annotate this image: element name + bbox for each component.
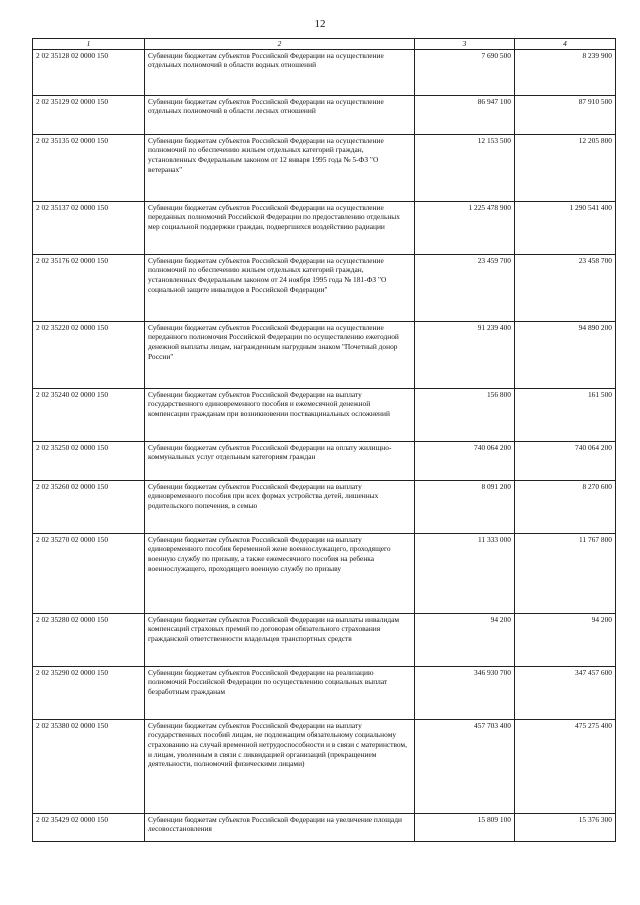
revenue-description: Субвенции бюджетам субъектов Российской Федерации на осуществление отдельных полномочий в области лесных отношений	[145, 95, 415, 134]
header-row	[33, 39, 616, 50]
amount-year-2: 740 064 200	[515, 441, 616, 480]
amount-year-1: 91 239 400	[415, 321, 515, 388]
table-row	[33, 533, 616, 613]
table-row	[33, 201, 616, 254]
classification-code: 2 02 35270 02 0000 150	[33, 533, 145, 613]
table-row	[33, 134, 616, 201]
amount-year-2: 8 270 600	[515, 480, 616, 533]
amount-year-1: 12 153 500	[415, 134, 515, 201]
column-header-3: 3	[415, 39, 515, 50]
classification-code: 2 02 35280 02 0000 150	[33, 613, 145, 666]
table-row	[33, 95, 616, 134]
revenue-description: Субвенции бюджетам субъектов Российской Федерации на реализацию полномочий Российской Федерации по осуществлению социальных выплат безработным гражданам	[145, 666, 415, 719]
amount-year-2: 94 890 200	[515, 321, 616, 388]
amount-year-2: 8 239 900	[515, 49, 616, 95]
amount-year-1: 94 200	[415, 613, 515, 666]
amount-year-1: 457 703 400	[415, 719, 515, 813]
table-row	[33, 813, 616, 841]
classification-code: 2 02 35260 02 0000 150	[33, 480, 145, 533]
table-row	[33, 613, 616, 666]
table-row	[33, 321, 616, 388]
amount-year-2: 161 500	[515, 388, 616, 441]
amount-year-1: 1 225 478 900	[415, 201, 515, 254]
amount-year-1: 7 690 500	[415, 49, 515, 95]
classification-code: 2 02 35135 02 0000 150	[33, 134, 145, 201]
table-row	[33, 441, 616, 480]
revenue-description: Субвенции бюджетам субъектов Российской Федерации на выплату единовременного пособия при всех формах устройства детей, лишенных родительского попечения, в семью	[145, 480, 415, 533]
revenue-description: Субвенции бюджетам субъектов Российской Федерации на выплату государственных пособий лицам, не подлежащим обязательному социальному страхованию на случай временной нетрудоспособности и в связи с материнством, и лицам, уволенным в связи с ликвидацией организаций (прекращением деятельности, полномочий физическими лицами)	[145, 719, 415, 813]
revenue-description: Субвенции бюджетам субъектов Российской Федерации на увеличение площади лесовосстановления	[145, 813, 415, 841]
amount-year-2: 94 200	[515, 613, 616, 666]
column-header-2: 2	[145, 39, 415, 50]
revenue-description: Субвенции бюджетам субъектов Российской Федерации на осуществление переданного полномочия Российской Федерации по осуществлению ежегодной денежной выплаты лицам, награжденным нагрудным знаком "Почетный донор России"	[145, 321, 415, 388]
amount-year-1: 740 064 200	[415, 441, 515, 480]
page-number: 12	[314, 18, 326, 30]
budget-table	[32, 38, 616, 842]
amount-year-2: 87 910 500	[515, 95, 616, 134]
amount-year-1: 8 091 200	[415, 480, 515, 533]
amount-year-1: 86 947 100	[415, 95, 515, 134]
revenue-description: Субвенции бюджетам субъектов Российской Федерации на оплату жилищно-коммунальных услуг отдельным категориям граждан	[145, 441, 415, 480]
table-row	[33, 49, 616, 95]
amount-year-2: 11 767 800	[515, 533, 616, 613]
classification-code: 2 02 35429 02 0000 150	[33, 813, 145, 841]
amount-year-2: 1 290 541 400	[515, 201, 616, 254]
table-row	[33, 480, 616, 533]
amount-year-1: 346 930 700	[415, 666, 515, 719]
column-header-4: 4	[515, 39, 616, 50]
amount-year-1: 11 333 000	[415, 533, 515, 613]
revenue-description: Субвенции бюджетам субъектов Российской Федерации на осуществление отдельных полномочий в области водных отношений	[145, 49, 415, 95]
revenue-description: Субвенции бюджетам субъектов Российской Федерации на выплату единовременного пособия беременной жене военнослужащего, проходящего военную службу по призыву, а также ежемесячного пособия на ребенка военнослужащего, проходящего военную службу по призыву	[145, 533, 415, 613]
revenue-description: Субвенции бюджетам субъектов Российской Федерации на выплаты инвалидам компенсаций страховых премий по договорам обязательного страхования гражданской ответственности владельцев транспортных средств	[145, 613, 415, 666]
revenue-description: Субвенции бюджетам субъектов Российской Федерации на выплату государственного единовременного пособия и ежемесячной денежной компенсации гражданам при возникновении поствакцинальных осложнений	[145, 388, 415, 441]
revenue-description: Субвенции бюджетам субъектов Российской Федерации на осуществление полномочий по обеспечению жильем отдельных категорий граждан, установленных Федеральным законом от 12 января 1995 года № 5-ФЗ "О ветеранах"	[145, 134, 415, 201]
classification-code: 2 02 35128 02 0000 150	[33, 49, 145, 95]
amount-year-2: 475 275 400	[515, 719, 616, 813]
amount-year-2: 347 457 600	[515, 666, 616, 719]
classification-code: 2 02 35240 02 0000 150	[33, 388, 145, 441]
table-row	[33, 388, 616, 441]
column-header-1: 1	[33, 39, 145, 50]
amount-year-1: 156 800	[415, 388, 515, 441]
amount-year-1: 23 459 700	[415, 254, 515, 321]
classification-code: 2 02 35250 02 0000 150	[33, 441, 145, 480]
amount-year-1: 15 809 100	[415, 813, 515, 841]
table-row	[33, 719, 616, 813]
classification-code: 2 02 35176 02 0000 150	[33, 254, 145, 321]
classification-code: 2 02 35129 02 0000 150	[33, 95, 145, 134]
classification-code: 2 02 35137 02 0000 150	[33, 201, 145, 254]
amount-year-2: 12 205 800	[515, 134, 616, 201]
classification-code: 2 02 35380 02 0000 150	[33, 719, 145, 813]
revenue-description: Субвенции бюджетам субъектов Российской Федерации на осуществление полномочий по обеспечению жильем отдельных категорий граждан, установленных Федеральным законом от 24 ноября 1995 года № 181-ФЗ "О социальной защите инвалидов в Российской Федерации"	[145, 254, 415, 321]
classification-code: 2 02 35290 02 0000 150	[33, 666, 145, 719]
amount-year-2: 15 376 300	[515, 813, 616, 841]
revenue-description: Субвенции бюджетам субъектов Российской Федерации на осуществление переданных полномочий Российской Федерации по предоставлению отдельных мер социальной поддержки граждан, подвергшихся воздействию радиации	[145, 201, 415, 254]
table-row	[33, 254, 616, 321]
classification-code: 2 02 35220 02 0000 150	[33, 321, 145, 388]
table-row	[33, 666, 616, 719]
amount-year-2: 23 458 700	[515, 254, 616, 321]
